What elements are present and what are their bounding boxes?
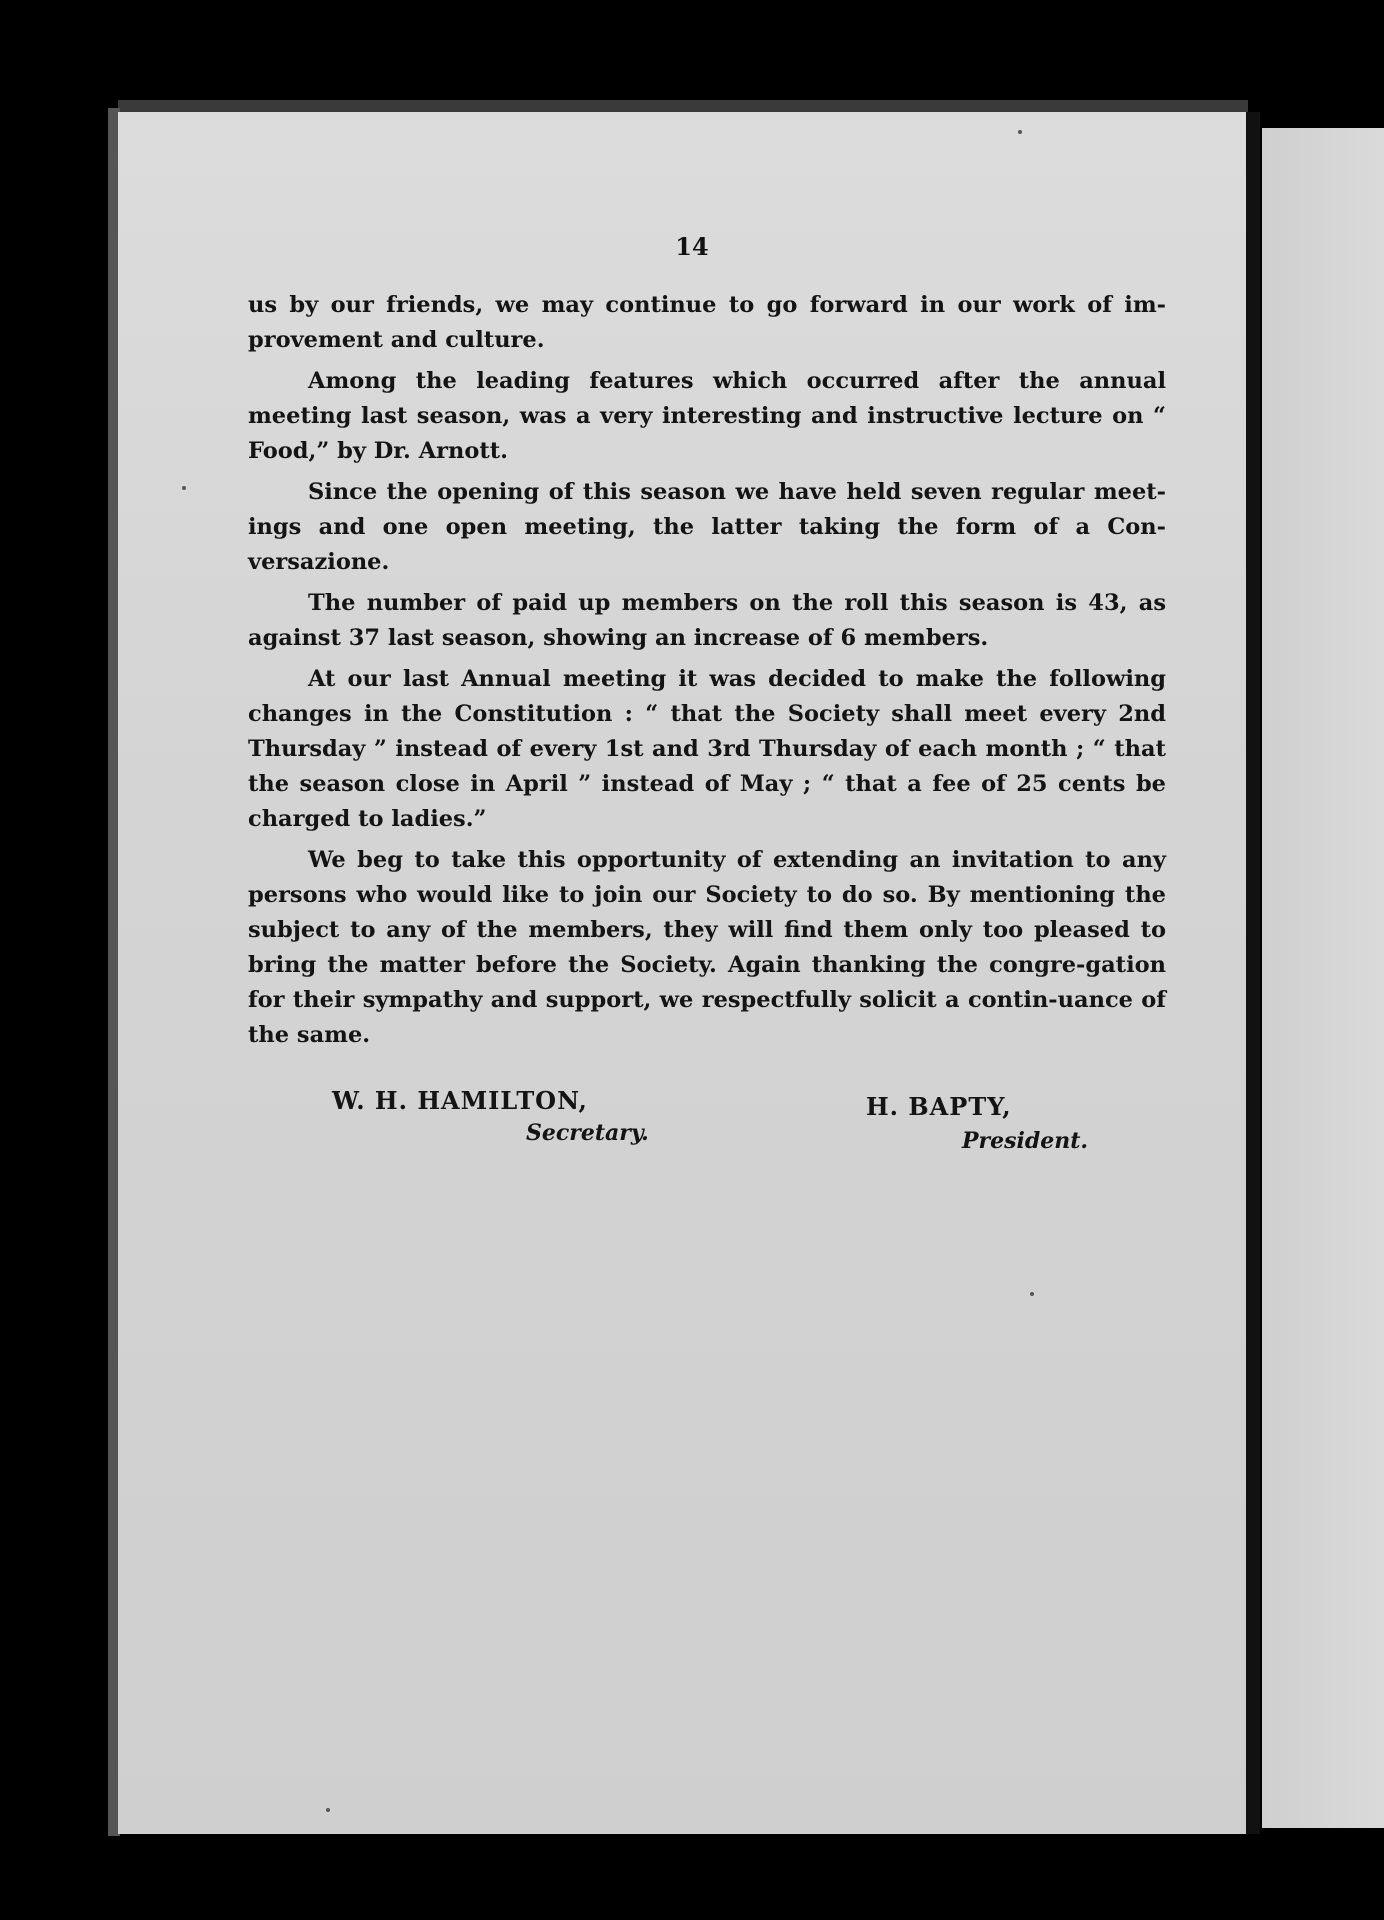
paragraph-constitution: At our last Annual meeting it was decided to make the following changes in the Constitution : “ that the Society shall meet every 2nd Thursday ” instead of every 1st and 3rd Thursday of each month ; “ that the season close in April ” instead of May ; “ that a fee of 25 cents be charged to ladies.”	[248, 666, 1166, 832]
president-title: President.	[962, 1128, 1089, 1154]
adjacent-page-edge	[1262, 128, 1384, 1828]
secretary-title: Secretary.	[526, 1120, 649, 1146]
book-gutter	[1246, 112, 1260, 1834]
speck	[1018, 130, 1022, 134]
signature-block	[248, 1086, 1166, 1166]
paragraph-lecture: Among the leading features which occurred after the annual meeting last season, was a very interesting and instructive lecture on “ Food,” by Dr. Arnott.	[248, 368, 1166, 464]
speck	[182, 486, 186, 490]
speck	[1030, 1292, 1034, 1296]
secretary-name: W. H. HAMILTON,	[332, 1086, 588, 1115]
body-text	[248, 288, 1166, 1059]
paragraph-invitation: We beg to take this opportunity of extending an invitation to any persons who would like to join our Society to do so. By mentioning the subject to any of the members, they will find them only too pleased to bring the matter before the Society. Again thanking the congre-gation for their sympathy and support, we respectfully solicit a contin-uance of the same.	[248, 847, 1166, 1048]
speck	[326, 1808, 330, 1812]
president-name: H. BAPTY,	[866, 1092, 1012, 1121]
paragraph-continuation: us by our friends, we may continue to go forward in our work of im-provement and culture.	[248, 292, 1166, 353]
paragraph-membership: The number of paid up members on the roll this season is 43, as against 37 last season, showing an increase of 6 members.	[248, 590, 1166, 651]
page-number: 14	[675, 232, 709, 261]
paragraph-meetings: Since the opening of this season we have held seven regular meet-ings and one open meeting, the latter taking the form of a Con-versazione.	[248, 479, 1166, 575]
